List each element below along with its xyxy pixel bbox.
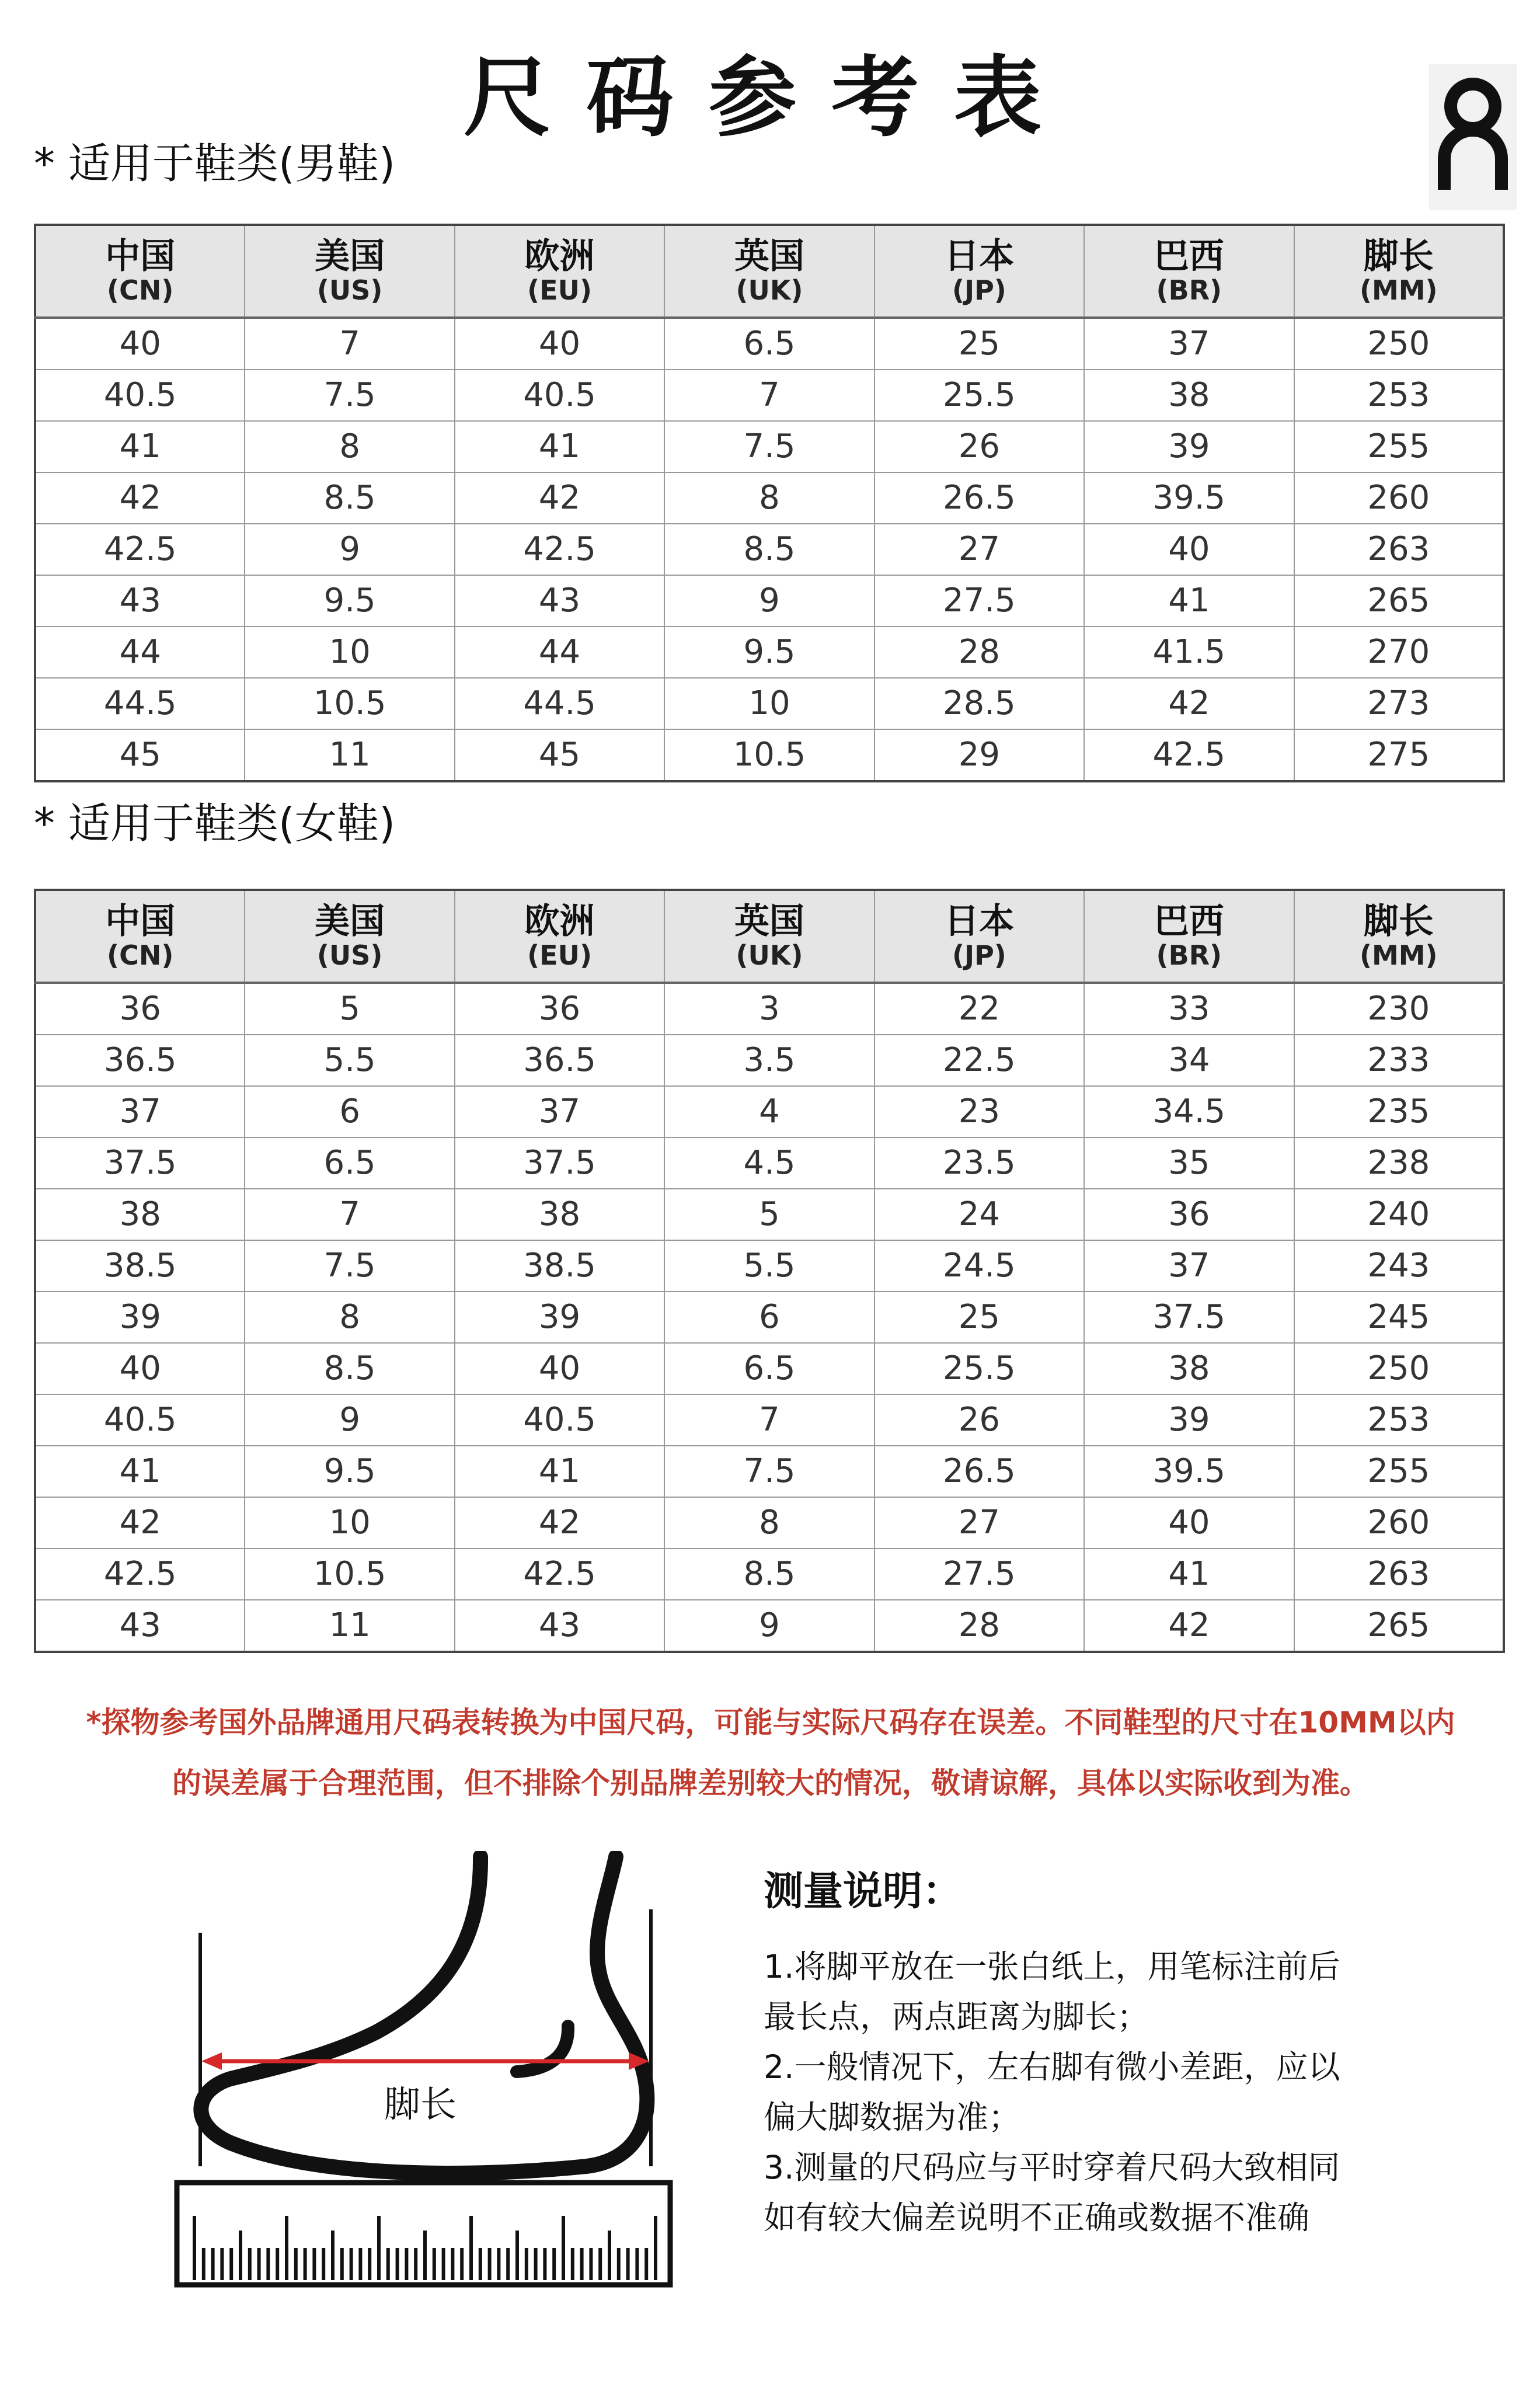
table-cell: 253 bbox=[1294, 1394, 1504, 1446]
table-cell: 7.5 bbox=[664, 421, 874, 472]
table-cell: 24.5 bbox=[874, 1240, 1084, 1292]
table-cell: 7 bbox=[664, 1394, 874, 1446]
column-header-sub: (BR) bbox=[1156, 274, 1222, 306]
table-cell: 38 bbox=[1084, 370, 1294, 421]
column-header bbox=[35, 225, 245, 318]
table-cell: 37.5 bbox=[1084, 1292, 1294, 1343]
table-cell: 263 bbox=[1294, 524, 1504, 575]
table-row bbox=[35, 1035, 1504, 1086]
table-cell: 39.5 bbox=[1084, 472, 1294, 524]
table-cell: 27.5 bbox=[874, 575, 1084, 627]
table-cell: 25 bbox=[874, 1292, 1084, 1343]
table-cell: 38.5 bbox=[455, 1240, 664, 1292]
table-cell: 260 bbox=[1294, 472, 1504, 524]
column-header-main: 中国 bbox=[105, 235, 176, 277]
table-row bbox=[35, 1292, 1504, 1343]
table-cell: 41 bbox=[1084, 1549, 1294, 1600]
table-cell: 23.5 bbox=[874, 1137, 1084, 1189]
table-cell: 41 bbox=[35, 421, 245, 472]
column-header-sub: (CN) bbox=[107, 274, 174, 306]
table-cell: 42 bbox=[35, 472, 245, 524]
measure-line: 2.一般情况下，左右脚有微小差距，应以 bbox=[764, 2048, 1340, 2086]
column-header bbox=[1294, 890, 1504, 983]
table-cell: 42.5 bbox=[455, 1549, 664, 1600]
table-cell: 35 bbox=[1084, 1137, 1294, 1189]
table-cell: 240 bbox=[1294, 1189, 1504, 1240]
table-cell: 41.5 bbox=[1084, 627, 1294, 678]
foot-measurement-diagram bbox=[166, 1851, 686, 2289]
column-header-main: 英国 bbox=[734, 235, 804, 277]
table-cell: 6 bbox=[664, 1292, 874, 1343]
table-cell: 41 bbox=[1084, 575, 1294, 627]
table-cell: 44 bbox=[455, 627, 664, 678]
table-cell: 45 bbox=[35, 729, 245, 781]
table-cell: 26.5 bbox=[874, 472, 1084, 524]
table-cell: 43 bbox=[455, 575, 664, 627]
column-header-sub: (BR) bbox=[1156, 939, 1222, 971]
column-header bbox=[245, 890, 454, 983]
column-header bbox=[1294, 225, 1504, 318]
table-cell: 40 bbox=[35, 1343, 245, 1394]
column-header-sub: (UK) bbox=[736, 939, 803, 971]
table-cell: 42.5 bbox=[35, 1549, 245, 1600]
column-header-main: 欧洲 bbox=[524, 235, 595, 277]
ruler-ticks bbox=[194, 2216, 656, 2280]
table-cell: 9.5 bbox=[664, 627, 874, 678]
table-cell: 8.5 bbox=[664, 524, 874, 575]
table-cell: 28 bbox=[874, 627, 1084, 678]
column-header-main: 巴西 bbox=[1154, 900, 1224, 942]
table-cell: 6.5 bbox=[245, 1137, 454, 1189]
table-cell: 10.5 bbox=[245, 1549, 454, 1600]
table-cell: 40 bbox=[455, 1343, 664, 1394]
table-cell: 42 bbox=[1084, 678, 1294, 729]
table-cell: 34 bbox=[1084, 1035, 1294, 1086]
table-cell: 255 bbox=[1294, 421, 1504, 472]
foot-length-label: 脚长 bbox=[384, 2083, 457, 2125]
column-header-sub: (UK) bbox=[736, 274, 803, 306]
column-header-sub: (US) bbox=[316, 939, 383, 971]
measure-line: 3.测量的尺码应与平时穿着尺码大致相同 bbox=[764, 2149, 1340, 2186]
table-cell: 5 bbox=[664, 1189, 874, 1240]
table-cell: 10 bbox=[245, 1497, 454, 1549]
column-header-sub: (JP) bbox=[952, 939, 1006, 971]
table-row bbox=[35, 627, 1504, 678]
table-cell: 270 bbox=[1294, 627, 1504, 678]
table-cell: 10.5 bbox=[664, 729, 874, 781]
table-cell: 10 bbox=[664, 678, 874, 729]
table-cell: 9 bbox=[245, 524, 454, 575]
table-cell: 29 bbox=[874, 729, 1084, 781]
table-cell: 39 bbox=[1084, 421, 1294, 472]
table-cell: 40.5 bbox=[455, 1394, 664, 1446]
table-cell: 40 bbox=[1084, 524, 1294, 575]
table-cell: 43 bbox=[455, 1600, 664, 1652]
table-row bbox=[35, 575, 1504, 627]
table-cell: 26.5 bbox=[874, 1446, 1084, 1497]
table-cell: 11 bbox=[245, 1600, 454, 1652]
table-cell: 27.5 bbox=[874, 1549, 1084, 1600]
table-cell: 42 bbox=[455, 472, 664, 524]
brand-logo bbox=[1429, 64, 1517, 210]
column-header-main: 日本 bbox=[944, 900, 1015, 942]
table-cell: 40.5 bbox=[455, 370, 664, 421]
table-cell: 22 bbox=[874, 983, 1084, 1035]
table-cell: 245 bbox=[1294, 1292, 1504, 1343]
column-header-sub: (JP) bbox=[952, 274, 1006, 306]
table-cell: 4 bbox=[664, 1086, 874, 1137]
table-cell: 28.5 bbox=[874, 678, 1084, 729]
table-row bbox=[35, 370, 1504, 421]
column-header bbox=[874, 225, 1084, 318]
table-row bbox=[35, 1189, 1504, 1240]
column-header-sub: (MM) bbox=[1359, 939, 1438, 971]
column-header bbox=[664, 890, 874, 983]
measure-title: 测量说明： bbox=[764, 1868, 963, 1915]
table-row bbox=[35, 983, 1504, 1035]
table-cell: 37.5 bbox=[455, 1137, 664, 1189]
table-cell: 27 bbox=[874, 1497, 1084, 1549]
table-cell: 250 bbox=[1294, 1343, 1504, 1394]
table-cell: 40.5 bbox=[35, 1394, 245, 1446]
table-cell: 7.5 bbox=[245, 370, 454, 421]
table-cell: 41 bbox=[35, 1446, 245, 1497]
column-header bbox=[1084, 225, 1294, 318]
table-cell: 273 bbox=[1294, 678, 1504, 729]
table-cell: 37 bbox=[1084, 1240, 1294, 1292]
table-row bbox=[35, 1497, 1504, 1549]
table-cell: 39 bbox=[35, 1292, 245, 1343]
table-cell: 8 bbox=[664, 472, 874, 524]
table-cell: 25.5 bbox=[874, 370, 1084, 421]
column-header-main: 日本 bbox=[944, 235, 1015, 277]
table-cell: 260 bbox=[1294, 1497, 1504, 1549]
table-cell: 42 bbox=[35, 1497, 245, 1549]
table-cell: 253 bbox=[1294, 370, 1504, 421]
table-row bbox=[35, 1343, 1504, 1394]
table-cell: 5.5 bbox=[664, 1240, 874, 1292]
table-cell: 6.5 bbox=[664, 318, 874, 370]
table-row bbox=[35, 1394, 1504, 1446]
table-cell: 25.5 bbox=[874, 1343, 1084, 1394]
table-cell: 28 bbox=[874, 1600, 1084, 1652]
table-cell: 9 bbox=[664, 575, 874, 627]
table-row bbox=[35, 1086, 1504, 1137]
table-cell: 275 bbox=[1294, 729, 1504, 781]
table-cell: 3 bbox=[664, 983, 874, 1035]
table-cell: 42.5 bbox=[455, 524, 664, 575]
table-row bbox=[35, 678, 1504, 729]
table-cell: 7 bbox=[245, 1189, 454, 1240]
column-header-main: 中国 bbox=[105, 900, 176, 942]
table-cell: 24 bbox=[874, 1189, 1084, 1240]
column-header-main: 巴西 bbox=[1154, 235, 1224, 277]
table-row bbox=[35, 1600, 1504, 1652]
table-cell: 26 bbox=[874, 1394, 1084, 1446]
table-cell: 7.5 bbox=[245, 1240, 454, 1292]
table-cell: 37 bbox=[35, 1086, 245, 1137]
table-row bbox=[35, 524, 1504, 575]
table-cell: 26 bbox=[874, 421, 1084, 472]
table-cell: 10 bbox=[245, 627, 454, 678]
table-row bbox=[35, 1446, 1504, 1497]
foot-outline-icon bbox=[201, 1857, 647, 2173]
table-cell: 37.5 bbox=[35, 1137, 245, 1189]
table-cell: 41 bbox=[455, 421, 664, 472]
table-cell: 3.5 bbox=[664, 1035, 874, 1086]
table-cell: 39 bbox=[455, 1292, 664, 1343]
table-cell: 44.5 bbox=[35, 678, 245, 729]
table-cell: 44.5 bbox=[455, 678, 664, 729]
column-header-sub: (EU) bbox=[527, 939, 592, 971]
table-cell: 40.5 bbox=[35, 370, 245, 421]
table-cell: 36.5 bbox=[35, 1035, 245, 1086]
table-cell: 10.5 bbox=[245, 678, 454, 729]
table-row bbox=[35, 1240, 1504, 1292]
table-cell: 233 bbox=[1294, 1035, 1504, 1086]
table-cell: 39 bbox=[1084, 1394, 1294, 1446]
column-header-sub: (US) bbox=[316, 274, 383, 306]
table-cell: 40 bbox=[455, 318, 664, 370]
table-cell: 40 bbox=[1084, 1497, 1294, 1549]
table-row bbox=[35, 318, 1504, 370]
table-row bbox=[35, 1549, 1504, 1600]
table-cell: 230 bbox=[1294, 983, 1504, 1035]
table-cell: 37 bbox=[1084, 318, 1294, 370]
column-header bbox=[664, 225, 874, 318]
table-row bbox=[35, 1137, 1504, 1189]
column-header bbox=[1084, 890, 1294, 983]
table-cell: 8.5 bbox=[664, 1549, 874, 1600]
women-section-label: * 适用于鞋类(女鞋) bbox=[34, 799, 396, 848]
table-cell: 6.5 bbox=[664, 1343, 874, 1394]
table-cell: 9.5 bbox=[245, 575, 454, 627]
table-cell: 265 bbox=[1294, 575, 1504, 627]
table-cell: 36 bbox=[35, 983, 245, 1035]
table-cell: 8.5 bbox=[245, 472, 454, 524]
table-cell: 43 bbox=[35, 575, 245, 627]
column-header-main: 脚长 bbox=[1363, 900, 1434, 942]
column-header bbox=[455, 225, 664, 318]
table-cell: 243 bbox=[1294, 1240, 1504, 1292]
column-header-main: 美国 bbox=[315, 235, 385, 277]
table-cell: 38 bbox=[1084, 1343, 1294, 1394]
column-header-sub: (CN) bbox=[107, 939, 174, 971]
table-cell: 25 bbox=[874, 318, 1084, 370]
table-cell: 5 bbox=[245, 983, 454, 1035]
table-cell: 7.5 bbox=[664, 1446, 874, 1497]
table-cell: 39.5 bbox=[1084, 1446, 1294, 1497]
table-cell: 27 bbox=[874, 524, 1084, 575]
table-cell: 250 bbox=[1294, 318, 1504, 370]
table-cell: 36.5 bbox=[455, 1035, 664, 1086]
table-cell: 36 bbox=[455, 983, 664, 1035]
table-row bbox=[35, 421, 1504, 472]
measure-line: 如有较大偏差说明不正确或数据不准确 bbox=[764, 2199, 1310, 2236]
table-cell: 8 bbox=[664, 1497, 874, 1549]
column-header bbox=[455, 890, 664, 983]
table-cell: 238 bbox=[1294, 1137, 1504, 1189]
table-cell: 11 bbox=[245, 729, 454, 781]
table-cell: 7 bbox=[245, 318, 454, 370]
column-header-sub: (MM) bbox=[1359, 274, 1438, 306]
table-cell: 255 bbox=[1294, 1446, 1504, 1497]
table-cell: 4.5 bbox=[664, 1137, 874, 1189]
column-header-main: 脚长 bbox=[1363, 235, 1434, 277]
table-cell: 235 bbox=[1294, 1086, 1504, 1137]
measure-line: 最长点，两点距离为脚长； bbox=[764, 1998, 1149, 2035]
table-cell: 265 bbox=[1294, 1600, 1504, 1652]
table-cell: 8 bbox=[245, 1292, 454, 1343]
women-size-table bbox=[34, 889, 1505, 1653]
men-size-table bbox=[34, 224, 1505, 782]
table-cell: 41 bbox=[455, 1446, 664, 1497]
table-cell: 5.5 bbox=[245, 1035, 454, 1086]
table-cell: 33 bbox=[1084, 983, 1294, 1035]
table-cell: 9 bbox=[664, 1600, 874, 1652]
table-cell: 38 bbox=[35, 1189, 245, 1240]
table-cell: 38 bbox=[455, 1189, 664, 1240]
disclaimer-line-2: 的误差属于合理范围，但不排除个别品牌差别较大的情况，敬请谅解，具体以实际收到为准。 bbox=[172, 1766, 1369, 1800]
column-header bbox=[874, 890, 1084, 983]
measure-line: 偏大脚数据为准； bbox=[764, 2099, 1021, 2136]
table-cell: 42.5 bbox=[1084, 729, 1294, 781]
men-section-label: * 适用于鞋类(男鞋) bbox=[34, 139, 396, 188]
column-header-main: 英国 bbox=[734, 900, 804, 942]
arrow-left-head bbox=[201, 2052, 222, 2070]
table-row bbox=[35, 472, 1504, 524]
disclaimer-line-1: *探物参考国外品牌通用尺码表转换为中国尺码，可能与实际尺码存在误差。不同鞋型的尺寸在10MM以内 bbox=[86, 1706, 1455, 1739]
column-header-main: 欧洲 bbox=[524, 900, 595, 942]
table-cell: 7 bbox=[664, 370, 874, 421]
table-cell: 8 bbox=[245, 421, 454, 472]
table-cell: 263 bbox=[1294, 1549, 1504, 1600]
column-header-main: 美国 bbox=[315, 900, 385, 942]
table-cell: 9.5 bbox=[245, 1446, 454, 1497]
measure-line: 1.将脚平放在一张白纸上，用笔标注前后 bbox=[764, 1948, 1340, 1985]
column-header bbox=[35, 890, 245, 983]
table-cell: 23 bbox=[874, 1086, 1084, 1137]
table-cell: 34.5 bbox=[1084, 1086, 1294, 1137]
table-cell: 40 bbox=[35, 318, 245, 370]
table-cell: 42 bbox=[455, 1497, 664, 1549]
column-header bbox=[245, 225, 454, 318]
column-header-sub: (EU) bbox=[527, 274, 592, 306]
table-cell: 42 bbox=[1084, 1600, 1294, 1652]
table-cell: 6 bbox=[245, 1086, 454, 1137]
table-cell: 44 bbox=[35, 627, 245, 678]
table-cell: 37 bbox=[455, 1086, 664, 1137]
table-cell: 45 bbox=[455, 729, 664, 781]
table-cell: 43 bbox=[35, 1600, 245, 1652]
table-cell: 36 bbox=[1084, 1189, 1294, 1240]
table-row bbox=[35, 729, 1504, 781]
page-title: 尺码参考表 bbox=[463, 47, 1076, 149]
table-cell: 22.5 bbox=[874, 1035, 1084, 1086]
table-cell: 38.5 bbox=[35, 1240, 245, 1292]
table-cell: 9 bbox=[245, 1394, 454, 1446]
table-cell: 42.5 bbox=[35, 524, 245, 575]
table-cell: 8.5 bbox=[245, 1343, 454, 1394]
